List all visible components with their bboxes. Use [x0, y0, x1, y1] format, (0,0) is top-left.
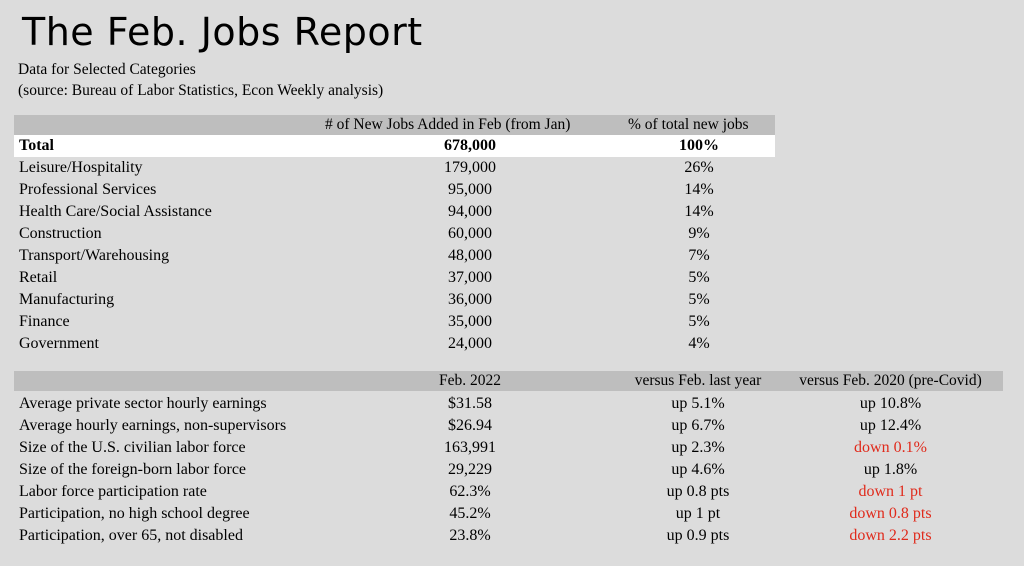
indicator-value: 45.2% [449, 505, 491, 522]
indicator-value: 23.8% [449, 527, 491, 544]
category-pct: 5% [688, 269, 710, 286]
indicator-vs-last-year: up 0.9 pts [666, 527, 730, 544]
jobs-header-count: # of New Jobs Added in Feb (from Jan) [325, 115, 620, 135]
jobs-header-pct: % of total new jobs [628, 115, 773, 135]
page-subtitle: Data for Selected Categories [18, 61, 196, 78]
category-label: Manufacturing [19, 291, 115, 308]
indicator-value: $26.94 [448, 417, 492, 434]
indicator-vs-last-year: up 2.3% [671, 439, 725, 456]
indicator-value: $31.58 [448, 395, 492, 412]
indicator-label: Average hourly earnings, non-supervisors [19, 417, 287, 434]
indicator-label: Participation, over 65, not disabled [19, 527, 243, 544]
indicator-vs-last-year: up 4.6% [671, 461, 725, 478]
indicator-label: Size of the foreign-born labor force [19, 461, 247, 478]
category-pct: 7% [688, 247, 710, 264]
indicator-vs-2020: up 1.8% [863, 461, 918, 478]
category-jobs: 179,000 [444, 159, 496, 176]
labor-header-vs-2020: versus Feb. 2020 (pre-Covid) [799, 372, 982, 389]
category-jobs: 48,000 [448, 247, 492, 264]
indicator-label: Labor force participation rate [19, 483, 207, 500]
category-pct: 14% [684, 203, 714, 220]
category-label: Retail [19, 269, 58, 286]
jobs-total-row [14, 135, 775, 157]
category-label: Professional Services [19, 181, 157, 198]
indicator-vs-last-year: up 1 pt [675, 505, 721, 522]
category-label: Leisure/Hospitality [19, 159, 143, 176]
indicator-vs-2020: down 0.1% [854, 439, 927, 456]
total-pct: 100% [679, 137, 719, 154]
category-pct: 5% [688, 291, 710, 308]
indicator-vs-last-year: up 0.8 pts [666, 483, 730, 500]
category-pct: 26% [684, 159, 714, 176]
category-jobs: 36,000 [448, 291, 492, 308]
category-label: Health Care/Social Assistance [19, 203, 212, 220]
indicator-vs-last-year: up 5.1% [671, 395, 725, 412]
indicator-label: Size of the U.S. civilian labor force [19, 439, 246, 456]
labor-header-value: Feb. 2022 [370, 371, 570, 391]
source-note: (source: Bureau of Labor Statistics, Econ Weekly analysis) [18, 82, 384, 99]
indicator-value: 62.3% [449, 483, 491, 500]
indicator-value: 163,991 [444, 439, 496, 456]
category-jobs: 35,000 [448, 313, 492, 330]
category-label: Finance [19, 313, 70, 330]
category-label: Construction [19, 225, 102, 242]
indicator-vs-2020: down 0.8 pts [849, 505, 932, 522]
category-pct: 4% [688, 335, 710, 352]
indicator-value: 29,229 [448, 461, 492, 478]
category-label: Transport/Warehousing [19, 247, 170, 264]
category-jobs: 94,000 [448, 203, 492, 220]
category-label: Government [19, 335, 99, 352]
category-jobs: 24,000 [448, 335, 492, 352]
indicator-vs-2020: down 1 pt [858, 483, 923, 500]
category-jobs: 95,000 [448, 181, 492, 198]
indicator-vs-2020: down 2.2 pts [849, 527, 932, 544]
category-pct: 9% [688, 225, 710, 242]
total-jobs: 678,000 [444, 137, 496, 154]
category-jobs: 37,000 [448, 269, 492, 286]
indicator-vs-2020: up 10.8% [859, 395, 922, 412]
indicator-vs-2020: up 12.4% [859, 417, 922, 434]
total-label: Total [19, 137, 54, 154]
category-pct: 5% [688, 313, 710, 330]
indicator-label: Average private sector hourly earnings [19, 395, 267, 412]
category-pct: 14% [684, 181, 714, 198]
indicator-vs-last-year: up 6.7% [671, 417, 725, 434]
labor-header-vs-last-year: versus Feb. last year [634, 372, 762, 389]
page-title: The Feb. Jobs Report [22, 10, 423, 54]
category-jobs: 60,000 [448, 225, 492, 242]
indicator-label: Participation, no high school degree [19, 505, 250, 522]
